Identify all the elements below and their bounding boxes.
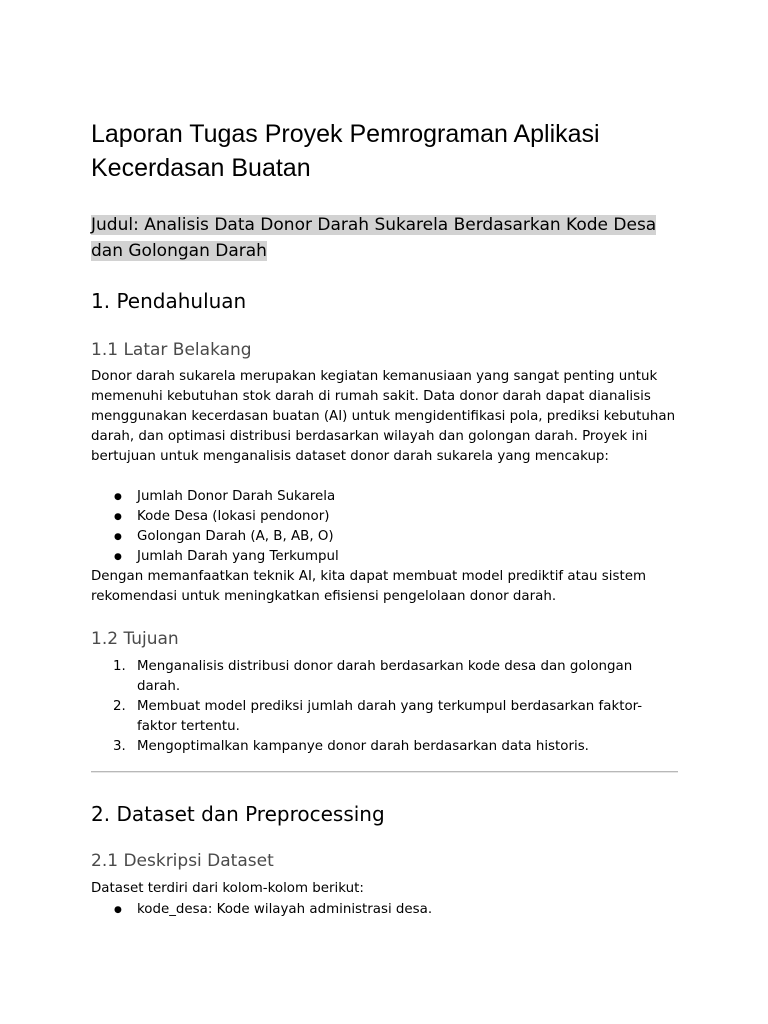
list-item-text: Jumlah Darah yang Terkumpul — [137, 549, 339, 564]
section-2-heading: 2. Dataset dan Preprocessing — [91, 802, 385, 826]
list-number: 3. — [113, 739, 126, 754]
list-item-text: Mengoptimalkan kampanye donor darah berdasarkan data historis. — [137, 739, 589, 754]
dataset-intro-text: Dataset terdiri dari kolom-kolom berikut: — [91, 881, 364, 896]
bullet-icon: ● — [114, 492, 122, 502]
dataset-bullet-list — [91, 487, 691, 567]
document-title: Laporan Tugas Proyek Pemrograman Aplikasi Kecerdasan Buatan — [91, 120, 600, 182]
bullet-icon: ● — [114, 512, 122, 522]
document-subtitle — [91, 212, 691, 264]
list-item-text: Menganalisis distribusi donor darah berdasarkan kode desa dan golongan darah. — [137, 659, 633, 694]
list-item — [91, 487, 691, 507]
list-item-text: kode_desa: Kode wilayah administrasi desa. — [137, 902, 433, 917]
list-item-text: Golongan Darah (A, B, AB, O) — [137, 529, 334, 544]
section-2-1-heading: 2.1 Deskripsi Dataset — [91, 851, 274, 871]
list-number: 1. — [113, 659, 126, 674]
bullet-icon: ● — [114, 552, 122, 562]
list-number: 2. — [113, 699, 126, 714]
closing-paragraph: Dengan memanfaatkan teknik AI, kita dapat membuat model prediktif atau sistem rekomendasi untuk meningkatkan efisiensi pengelolaan donor darah. — [91, 569, 646, 604]
list-item — [91, 527, 691, 547]
bullet-icon: ● — [114, 905, 122, 915]
list-item-text: Kode Desa (lokasi pendonor) — [137, 509, 330, 524]
list-item-text: Jumlah Donor Darah Sukarela — [137, 489, 336, 504]
section-1-1-heading: 1.1 Latar Belakang — [91, 340, 252, 360]
bullet-icon: ● — [114, 532, 122, 542]
objectives-list — [91, 657, 691, 757]
list-item — [91, 507, 691, 527]
section-1-2-heading: 1.2 Tujuan — [91, 629, 179, 649]
subtitle-highlight: Judul: Analisis Data Donor Darah Sukarela Berdasarkan Kode Desa dan Golongan Darah — [91, 215, 657, 261]
list-item — [91, 657, 667, 697]
list-item — [91, 697, 667, 737]
section-1-heading: 1. Pendahuluan — [91, 289, 247, 313]
list-item — [91, 900, 691, 920]
list-item-text: Membuat model prediksi jumlah darah yang terkumpul berdasarkan faktor-faktor tertentu. — [137, 699, 643, 734]
list-item — [91, 737, 667, 757]
columns-bullet-list — [91, 900, 691, 920]
list-item — [91, 547, 691, 567]
horizontal-divider — [91, 771, 678, 773]
background-paragraph: Donor darah sukarela merupakan kegiatan kemanusiaan yang sangat penting untuk memenuhi kebutuhan stok darah di rumah sakit. Data donor darah dapat dianalisis menggunakan kecerdasan buatan (AI) untuk mengidentifikasi pola, prediksi kebutuhan darah, dan optimasi distribusi berdasarkan wilayah dan golongan darah. Proyek ini bertujuan untuk menganalisis dataset donor darah sukarela yang mencakup: — [91, 369, 676, 464]
